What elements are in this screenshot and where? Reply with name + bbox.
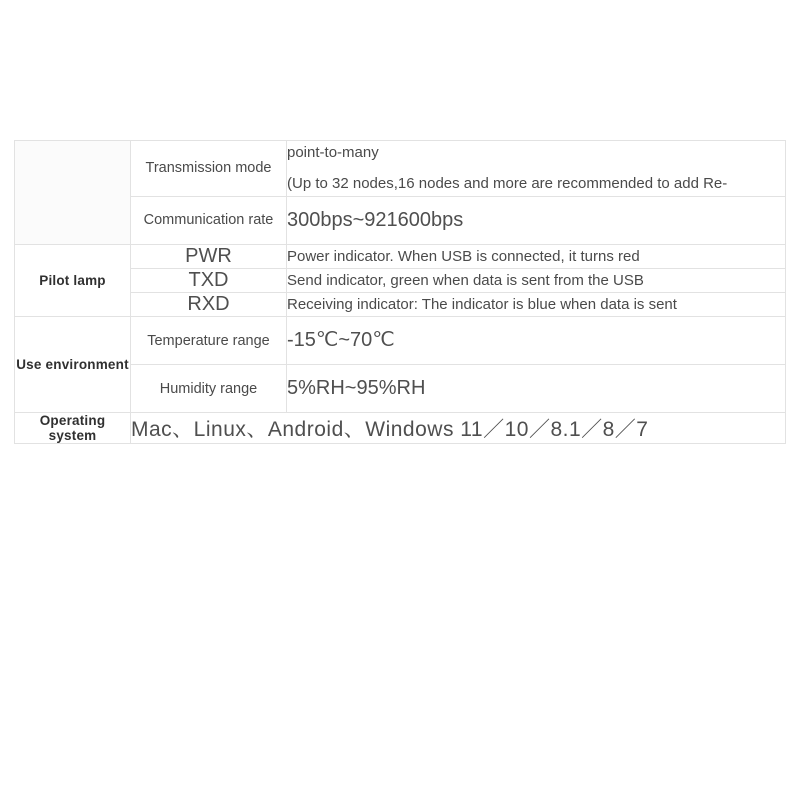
row-label-rxd: RXD <box>131 293 287 317</box>
specification-table-container <box>14 140 786 444</box>
specification-table <box>14 140 786 444</box>
group-label-use-environment: Use environment <box>15 317 131 413</box>
row-value-temperature-range <box>287 317 786 365</box>
value-line: Power indicator. When USB is connected, it turns red <box>287 247 640 265</box>
group-label-operating-system: Operating system <box>15 413 131 444</box>
row-label-txd: TXD <box>131 268 287 292</box>
row-label-pwr: PWR <box>131 244 287 268</box>
row-value-humidity-range <box>287 365 786 413</box>
value-line: 300bps~921600bps <box>287 208 464 231</box>
row-value-txd <box>287 268 786 292</box>
row-label-humidity-range: Humidity range <box>131 365 287 413</box>
table-row <box>15 268 786 292</box>
table-body <box>15 141 786 444</box>
value-line: point-to-many <box>287 144 379 161</box>
row-label-communication-rate: Communication rate <box>131 196 287 244</box>
value-line: (Up to 32 nodes,16 nodes and more are recommended to add Re- <box>287 175 728 193</box>
row-label-transmission-mode: Transmission mode <box>131 141 287 197</box>
row-value-pwr <box>287 244 786 268</box>
row-label-temperature-range: Temperature range <box>131 317 287 365</box>
table-row <box>15 196 786 244</box>
value-line: Receiving indicator: The indicator is blue when data is sent <box>287 296 677 313</box>
row-value-communication-rate <box>287 196 786 244</box>
value-line: -15℃~70℃ <box>287 329 395 352</box>
group-label-pilot-lamp: Pilot lamp <box>15 244 131 317</box>
table-row <box>15 317 786 365</box>
row-value-transmission-mode <box>287 141 786 197</box>
table-row <box>15 413 786 444</box>
group-label-transmission <box>15 141 131 245</box>
row-value-operating-system: Mac、Linux、Android、Windows 11／10／8.1／8／7 <box>131 413 786 444</box>
table-row <box>15 141 786 197</box>
row-value-rxd <box>287 293 786 317</box>
value-line: 5%RH~95%RH <box>287 377 426 400</box>
value-line: Send indicator, green when data is sent from the USB <box>287 271 644 289</box>
table-row <box>15 293 786 317</box>
table-row <box>15 244 786 268</box>
table-row <box>15 365 786 413</box>
